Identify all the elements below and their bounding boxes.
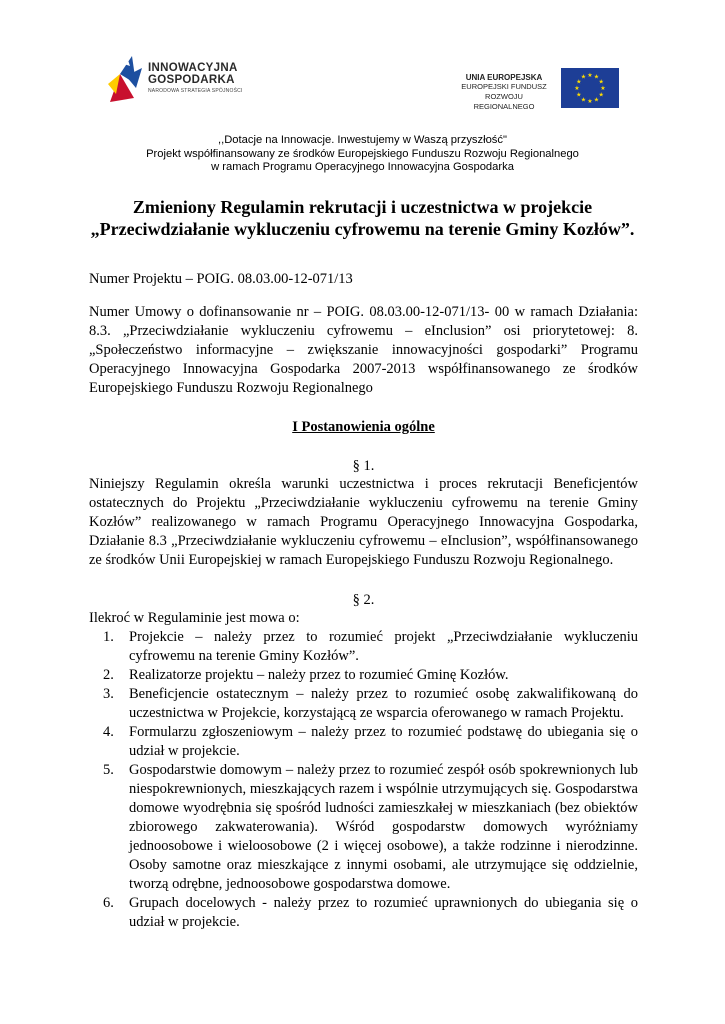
logo-right-line1: UNIA EUROPEJSKA [465, 73, 543, 82]
svg-text:★: ★ [587, 72, 593, 79]
logo-left-line2: GOSPODARKA [148, 74, 235, 86]
contract-paragraph: Numer Umowy o dofinansowanie nr – POIG. 08.03.00-12-071/13- 00 w ramach Działania: 8.3. „Przeciwdziałanie wykluczeniu cyfrowemu – eInclusion” osi priorytetowej: 8. „Społeczeństwo informacyjne – zwiększanie innowacyjności gospodarki” Programu Operacyjnego Innowacyjna Gospodarka 2007-2013 współfinansowanego ze środków Europejskiego Funduszu Rozwoju Regionalnego [89, 304, 638, 396]
eu-flag-icon [561, 68, 619, 108]
svg-text:★: ★ [598, 78, 604, 86]
definition-text: Realizatorze projektu – należy przez to rozumieć Gminę Kozłów. [129, 667, 509, 683]
definition-text: Formularzu zgłoszeniowym – należy przez to rozumieć podstawę do ubiegania się o udział w projekcie. [129, 724, 638, 759]
project-header [0, 134, 725, 175]
section-title: I Postanowienia ogólne [292, 419, 435, 435]
definition-item [89, 761, 638, 894]
svg-text:★: ★ [598, 91, 604, 99]
svg-text:★: ★ [580, 73, 587, 81]
logo-left-line1: INNOWACYJNA [148, 62, 238, 74]
logo-left-line3: NARODOWA STRATEGIA SPÓJNOŚCI [148, 88, 243, 94]
svg-text:★: ★ [574, 85, 580, 92]
eu-fund-logo [440, 58, 630, 118]
header-program: w ramach Programu Operacyjnego Innowacyjna Gospodarka [211, 161, 514, 173]
document-title [0, 196, 725, 240]
definition-text: Projekcie – należy przez to rozumieć projekt „Przeciwdziałanie wykluczeniu cyfrowemu na terenie Gminy Kozłów”. [129, 629, 638, 664]
svg-text:★: ★ [587, 98, 593, 105]
ig-emblem-icon [106, 54, 146, 104]
svg-text:★: ★ [576, 91, 582, 99]
paragraph-1-mark: § 1. [352, 458, 375, 474]
logo-right-line2: EUROPEJSKI FUNDUSZ [461, 82, 547, 91]
paragraph-1-text: Niniejszy Regulamin określa warunki uczestnictwa i proces rekrutacji Beneficjentów ostatecznych do Projektu „Przeciwdziałanie wykluczeniu cyfrowemu na terenie Gminy Kozłów” realizowanego w ramach Programu Operacyjnego Innowacyjna Gospodarka, Działanie 8.3 „Przeciwdziałanie wykluczeniu cyfrowemu – eInclusion”, współfinansowanego ze środków Unii Europejskiej w ramach Europejskiego Funduszu Rozwoju Regionalnego. [89, 476, 638, 568]
definition-item [89, 628, 638, 666]
definition-number: 6. [103, 895, 114, 911]
definition-item [89, 666, 638, 685]
definitions-list [89, 628, 638, 932]
svg-text:★: ★ [593, 96, 600, 104]
header-slogan: ,,Dotacje na Innowacje. Inwestujemy w Waszą przyszłość" [218, 134, 507, 146]
definition-item [89, 685, 638, 723]
paragraph-2-intro: Ilekroć w Regulaminie jest mowa o: [89, 610, 300, 626]
svg-text:★: ★ [600, 85, 606, 92]
paragraph-2-mark: § 2. [352, 592, 375, 608]
svg-text:★: ★ [593, 73, 600, 81]
definition-item [89, 723, 638, 761]
title-line1: Zmieniony Regulamin rekrutacji i uczestnictwa w projekcie [132, 197, 593, 217]
header-cofinancing: Projekt współfinansowany ze środków Europejskiego Funduszu Rozwoju Regionalnego [146, 147, 579, 160]
innowacyjna-gospodarka-logo [106, 52, 266, 106]
definition-text: Grupach docelowych - należy przez to rozumieć uprawnionych do ubiegania się o udział w projekcie. [129, 895, 638, 930]
title-line2: „Przeciwdziałanie wykluczeniu cyfrowemu na terenie Gminy Kozłów”. [90, 219, 635, 239]
svg-text:★: ★ [580, 96, 587, 104]
definition-number: 3. [103, 686, 114, 702]
definition-number: 4. [103, 724, 114, 740]
definition-number: 1. [103, 629, 114, 645]
definition-number: 5. [103, 762, 114, 778]
project-number: Numer Projektu – POIG. 08.03.00-12-071/13 [89, 271, 353, 287]
definition-text: Gospodarstwie domowym – należy przez to rozumieć zespół osób spokrewnionych lub niespokrewnionych, mieszkających razem i wspólnie utrzymujących się. Gospodarstwa domowe wyodrębnia się spośród ludności zamieszkałej w mieszkaniach (bez obiektów zbiorowego zakwaterowania). Wśród gospodarstw domowych wyróżniamy jednoosobowe i wieloosobowe (2 i więcej osobowe), a także rodzinne i nierodzinne. Osoby samotne oraz mieszkające z innymi osobami, ale utrzymujące się oddzielnie, tworzą odrębne, jednoosobowe gospodarstwa domowe. [129, 762, 638, 892]
logo-right-line3: ROZWOJU REGIONALNEGO [473, 92, 535, 111]
definition-number: 2. [103, 667, 114, 683]
svg-text:★: ★ [576, 78, 582, 86]
definition-text: Beneficjencie ostatecznym – należy przez to rozumieć osobę zakwalifikowaną do uczestnictwa w Projekcie, korzystającą ze wsparcia oferowanego w ramach Projektu. [129, 686, 638, 721]
definition-item [89, 894, 638, 932]
